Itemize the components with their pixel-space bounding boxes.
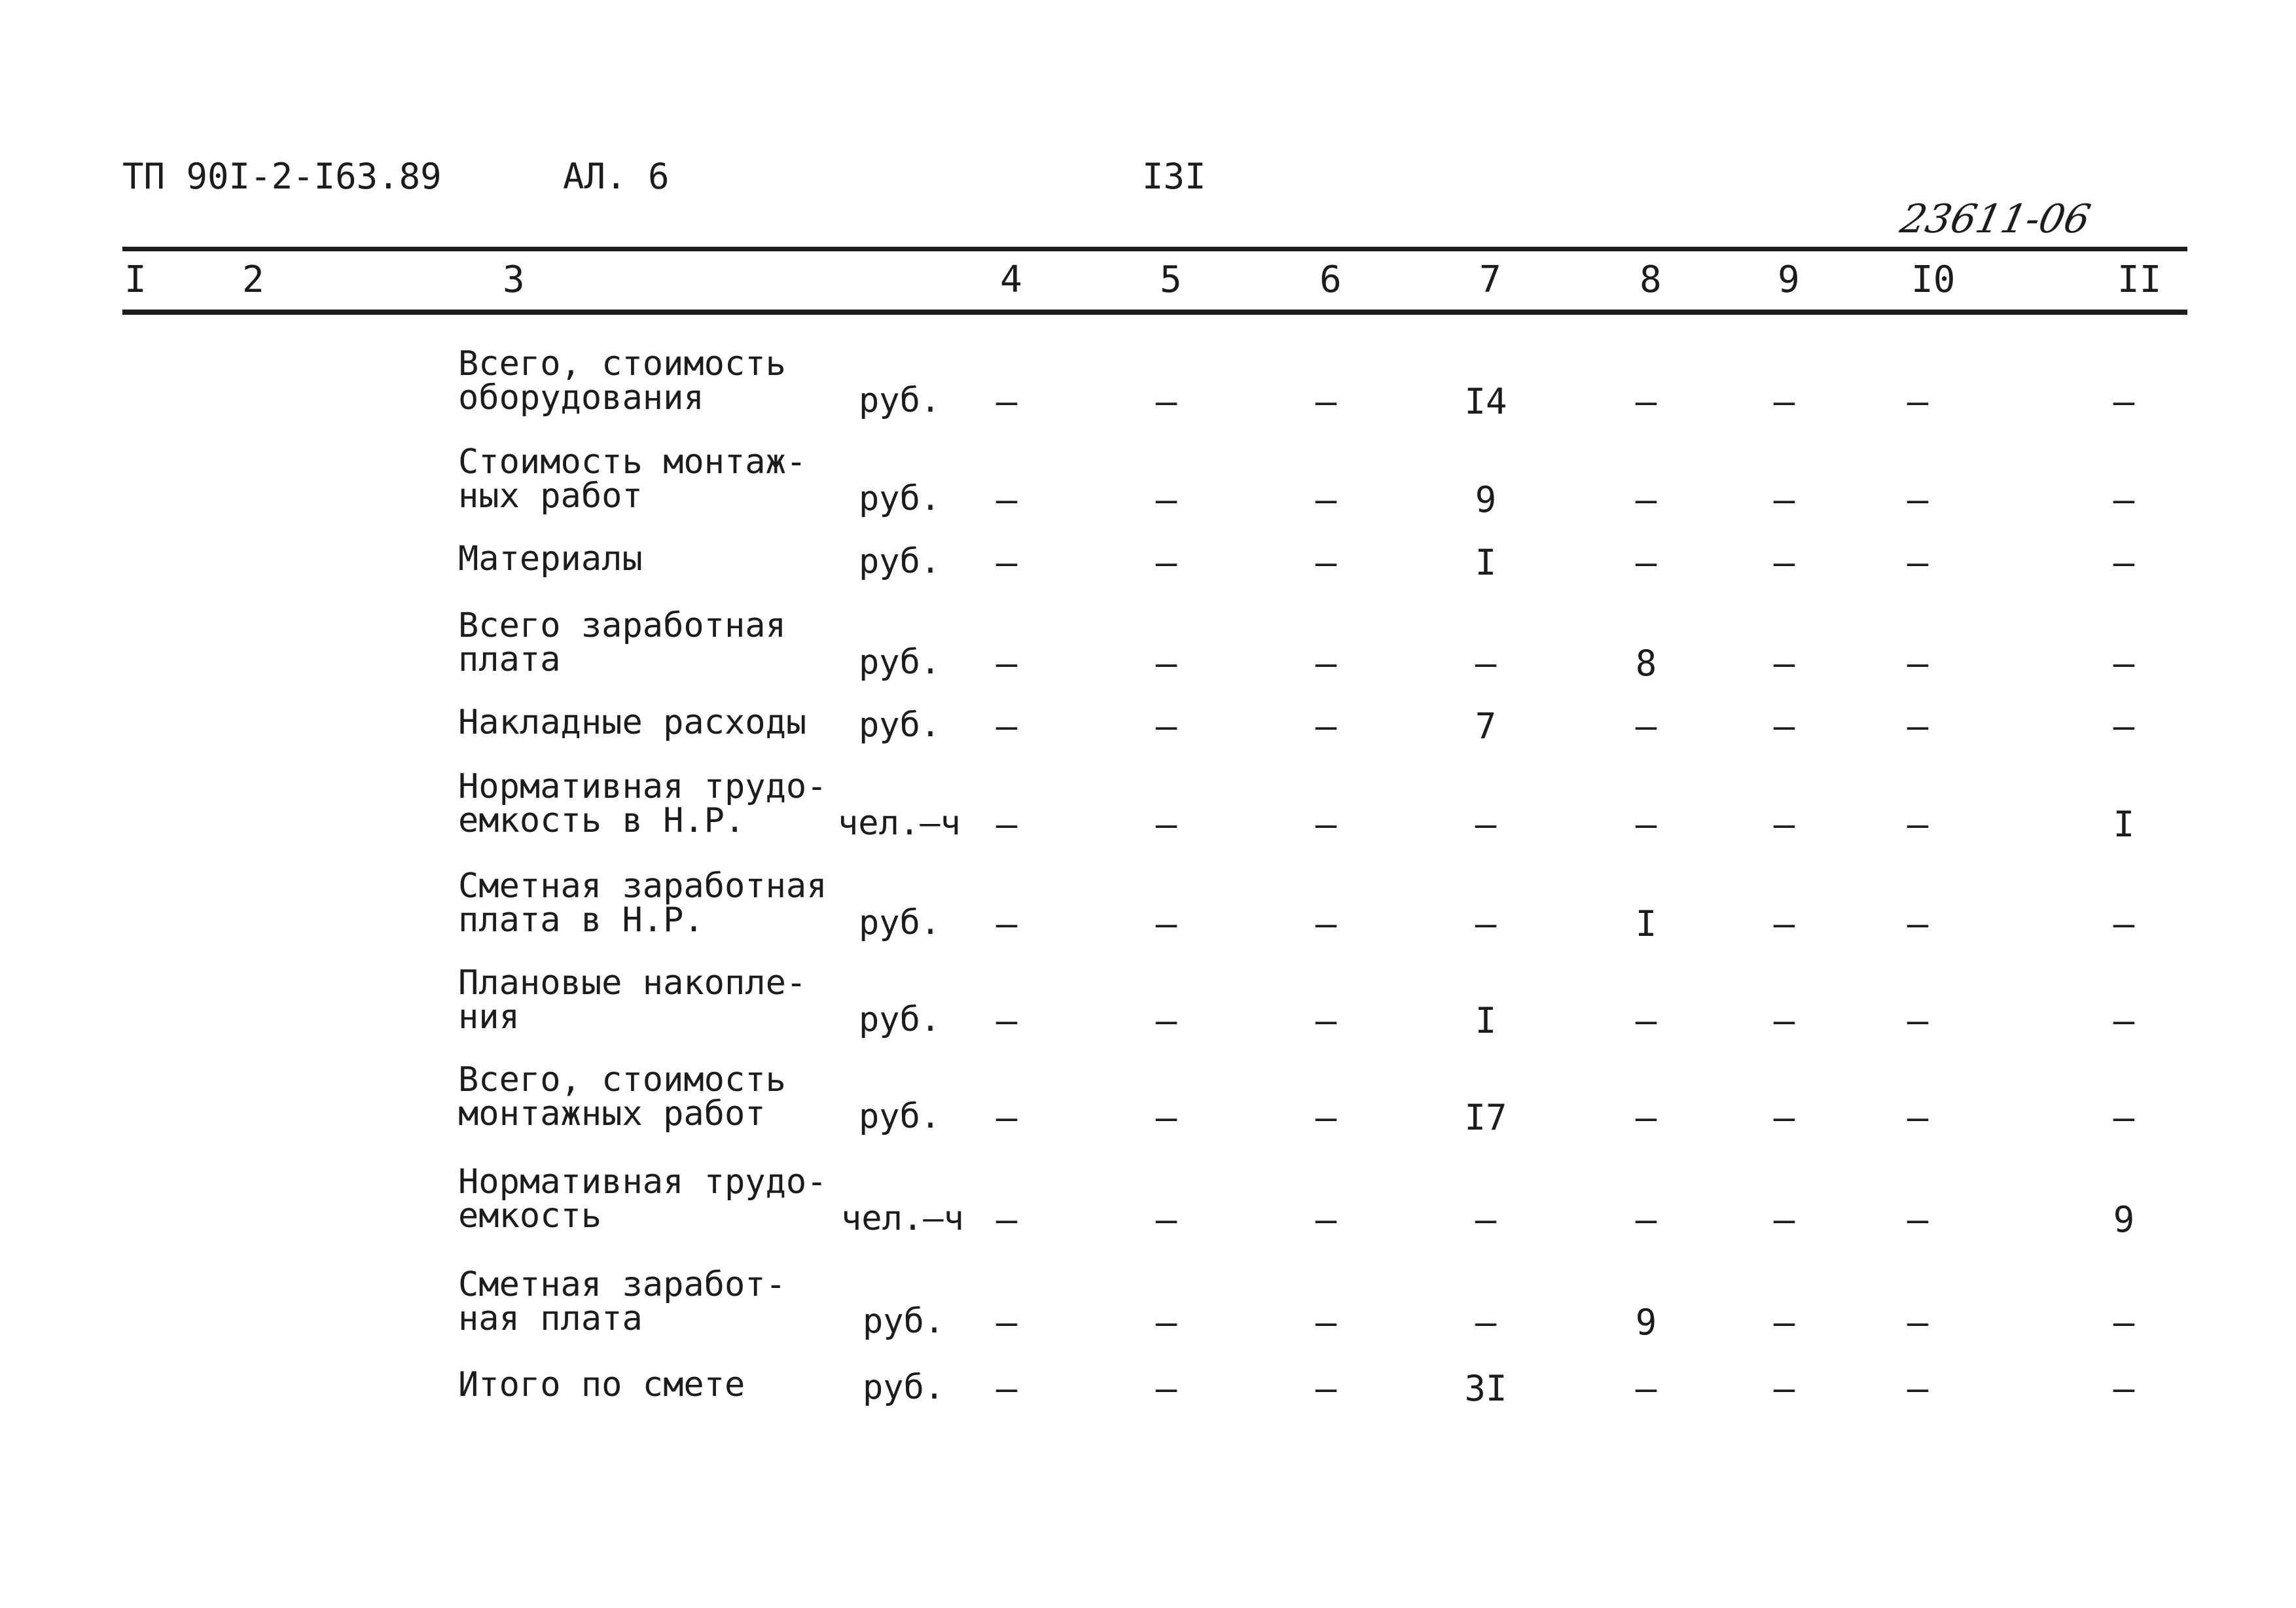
table-cell: – — [1907, 706, 1929, 747]
table-cell: – — [2113, 479, 2135, 520]
table-cell: 8 — [1635, 643, 1657, 684]
table-cell: – — [1773, 643, 1795, 684]
table-cell: – — [1475, 804, 1497, 845]
table-cell: – — [1155, 479, 1177, 520]
column-number: 2 — [242, 259, 264, 301]
table-cell: – — [1635, 1097, 1657, 1138]
table-cell: – — [1773, 804, 1795, 845]
table-cell: – — [2113, 1097, 2135, 1138]
row-label-line: Стоимость монтаж- — [458, 442, 807, 482]
table-cell: – — [1155, 1000, 1177, 1041]
table-cell: – — [996, 1302, 1018, 1343]
table-cell: – — [1907, 479, 1929, 520]
table-cell: – — [1315, 381, 1337, 422]
table-cell: – — [1155, 1097, 1177, 1138]
column-number: 5 — [1160, 259, 1182, 301]
row-label-line: Всего заработная — [458, 606, 786, 645]
row-unit: руб. — [859, 706, 941, 745]
column-number: I0 — [1911, 259, 1956, 301]
table-cell: – — [996, 1097, 1018, 1138]
table-cell: – — [1907, 1302, 1929, 1343]
table-cell: – — [1773, 1302, 1795, 1343]
table-cell: – — [1635, 706, 1657, 747]
table-cell: – — [1635, 1368, 1657, 1409]
table-cell: I7 — [1464, 1097, 1507, 1138]
album-number: АЛ. 6 — [563, 156, 670, 197]
table-cell: – — [1773, 706, 1795, 747]
table-cell: – — [2113, 1368, 2135, 1409]
table-cell: – — [1773, 1199, 1795, 1240]
column-number: 9 — [1778, 259, 1800, 301]
row-label — [458, 767, 827, 840]
row-unit: руб. — [859, 479, 941, 518]
table-cell: – — [1773, 479, 1795, 520]
row-label-line: Нормативная трудо- — [458, 1162, 827, 1202]
table-cell: – — [1315, 1302, 1337, 1343]
table-cell: – — [1773, 1000, 1795, 1041]
table-cell: – — [996, 542, 1018, 583]
table-cell: – — [1907, 643, 1929, 684]
row-label — [458, 539, 643, 579]
table-cell: – — [1155, 1199, 1177, 1240]
table-cell: – — [1315, 706, 1337, 747]
table-cell: – — [2113, 706, 2135, 747]
row-unit: руб. — [859, 903, 941, 942]
row-unit: чел.–ч — [841, 1199, 964, 1238]
table-cell: – — [1907, 1199, 1929, 1240]
row-label-line: емкость в Н.Р. — [458, 801, 745, 840]
row-label-line: ная плата — [458, 1299, 643, 1338]
table-cell: – — [1155, 1302, 1177, 1343]
row-label — [458, 703, 807, 742]
table-cell: – — [2113, 542, 2135, 583]
table-cell: – — [1773, 903, 1795, 944]
table-cell: – — [1635, 1199, 1657, 1240]
table-header-rule — [122, 310, 2187, 315]
row-label-line: монтажных работ — [458, 1094, 766, 1134]
table-cell: – — [996, 1199, 1018, 1240]
table-cell: – — [1315, 1368, 1337, 1409]
table-cell: I4 — [1464, 381, 1507, 422]
table-cell: – — [1907, 1368, 1929, 1409]
table-cell: – — [996, 706, 1018, 747]
table-cell: – — [1635, 542, 1657, 583]
row-label-line: плата в Н.Р. — [458, 901, 704, 940]
table-cell: 9 — [1635, 1302, 1657, 1343]
row-label-line: Сметная заработная — [458, 867, 827, 906]
table-cell: – — [1475, 643, 1497, 684]
row-label-line: Всего, стоимость — [458, 1060, 786, 1099]
row-label-line: Плановые накопле- — [458, 963, 807, 1003]
table-top-rule — [122, 247, 2187, 251]
table-cell: – — [1635, 381, 1657, 422]
row-label-line: ных работ — [458, 476, 643, 516]
table-cell: – — [1155, 643, 1177, 684]
table-cell: – — [1907, 903, 1929, 944]
row-label — [458, 867, 827, 940]
row-label-line: Материалы — [458, 539, 643, 579]
row-unit: чел.–ч — [838, 804, 961, 843]
table-cell: – — [1907, 804, 1929, 845]
table-cell: – — [996, 1368, 1018, 1409]
table-cell: – — [1773, 1368, 1795, 1409]
row-unit: руб. — [859, 1097, 941, 1136]
row-label — [458, 344, 786, 418]
row-label-line: Нормативная трудо- — [458, 767, 827, 806]
row-unit: руб. — [859, 1000, 941, 1039]
row-label-line: плата — [458, 640, 561, 679]
row-label — [458, 1060, 786, 1134]
row-label — [458, 606, 786, 679]
table-cell: – — [1155, 804, 1177, 845]
column-number: 4 — [1000, 259, 1022, 301]
column-number: 3 — [503, 259, 525, 301]
row-label — [458, 1162, 827, 1236]
table-cell: – — [1635, 1000, 1657, 1041]
column-number: 6 — [1319, 259, 1342, 301]
table-cell: – — [1773, 381, 1795, 422]
row-label-line: Сметная заработ- — [458, 1265, 786, 1304]
table-cell: – — [1315, 643, 1337, 684]
row-unit: руб. — [863, 1368, 945, 1407]
table-cell: – — [996, 643, 1018, 684]
table-cell: – — [1907, 1000, 1929, 1041]
row-label-line: ния — [458, 997, 520, 1037]
row-label-line: Итого по смете — [458, 1365, 745, 1404]
table-cell: – — [1315, 479, 1337, 520]
row-unit: руб. — [859, 381, 941, 420]
table-cell: – — [2113, 381, 2135, 422]
table-cell: – — [1155, 542, 1177, 583]
row-label-line: оборудования — [458, 378, 704, 418]
table-cell: I — [2113, 804, 2135, 845]
table-cell: – — [996, 1000, 1018, 1041]
table-cell: – — [1475, 1302, 1497, 1343]
page-number: I3I — [1142, 156, 1206, 197]
document-code: ТП 90I-2-I63.89 — [122, 156, 442, 197]
table-cell: – — [996, 804, 1018, 845]
table-cell: – — [1315, 1000, 1337, 1041]
table-cell: I — [1475, 1000, 1497, 1041]
table-cell: – — [2113, 903, 2135, 944]
column-number: 8 — [1640, 259, 1662, 301]
row-unit: руб. — [863, 1302, 945, 1341]
table-cell: – — [996, 381, 1018, 422]
column-number: II — [2117, 259, 2162, 301]
table-cell: – — [1475, 903, 1497, 944]
handwritten-inventory-number: 23611-06 — [1896, 196, 2094, 242]
table-cell: 7 — [1475, 706, 1497, 747]
row-label — [458, 1265, 786, 1338]
row-label — [458, 442, 807, 516]
table-cell: – — [1773, 1097, 1795, 1138]
table-cell: 9 — [1475, 479, 1497, 520]
table-cell: – — [1635, 804, 1657, 845]
table-cell: 9 — [2113, 1199, 2135, 1240]
column-number: 7 — [1479, 259, 1501, 301]
table-cell: – — [1315, 1097, 1337, 1138]
table-cell: – — [1907, 381, 1929, 422]
table-cell: – — [1315, 804, 1337, 845]
column-number: I — [124, 259, 147, 301]
table-cell: I — [1635, 903, 1657, 944]
table-cell: – — [1475, 1199, 1497, 1240]
row-label-line: емкость — [458, 1196, 602, 1236]
table-cell: – — [996, 479, 1018, 520]
row-label-line: Всего, стоимость — [458, 344, 786, 384]
table-cell: – — [1635, 479, 1657, 520]
table-cell: I — [1475, 542, 1497, 583]
table-cell: – — [1315, 903, 1337, 944]
row-label-line: Накладные расходы — [458, 703, 807, 742]
table-cell: – — [1155, 381, 1177, 422]
table-cell: – — [1155, 1368, 1177, 1409]
table-cell: – — [1155, 706, 1177, 747]
table-cell: – — [1773, 542, 1795, 583]
table-cell: – — [996, 903, 1018, 944]
table-cell: – — [2113, 1302, 2135, 1343]
table-cell: 3I — [1464, 1368, 1507, 1409]
table-cell: – — [1907, 1097, 1929, 1138]
table-cell: – — [1315, 1199, 1337, 1240]
table-cell: – — [2113, 643, 2135, 684]
table-cell: – — [1315, 542, 1337, 583]
table-cell: – — [1155, 903, 1177, 944]
row-unit: руб. — [859, 643, 941, 682]
row-unit: руб. — [859, 542, 941, 581]
table-cell: – — [1907, 542, 1929, 583]
row-label — [458, 1365, 745, 1404]
row-label — [458, 963, 807, 1037]
table-cell: – — [2113, 1000, 2135, 1041]
